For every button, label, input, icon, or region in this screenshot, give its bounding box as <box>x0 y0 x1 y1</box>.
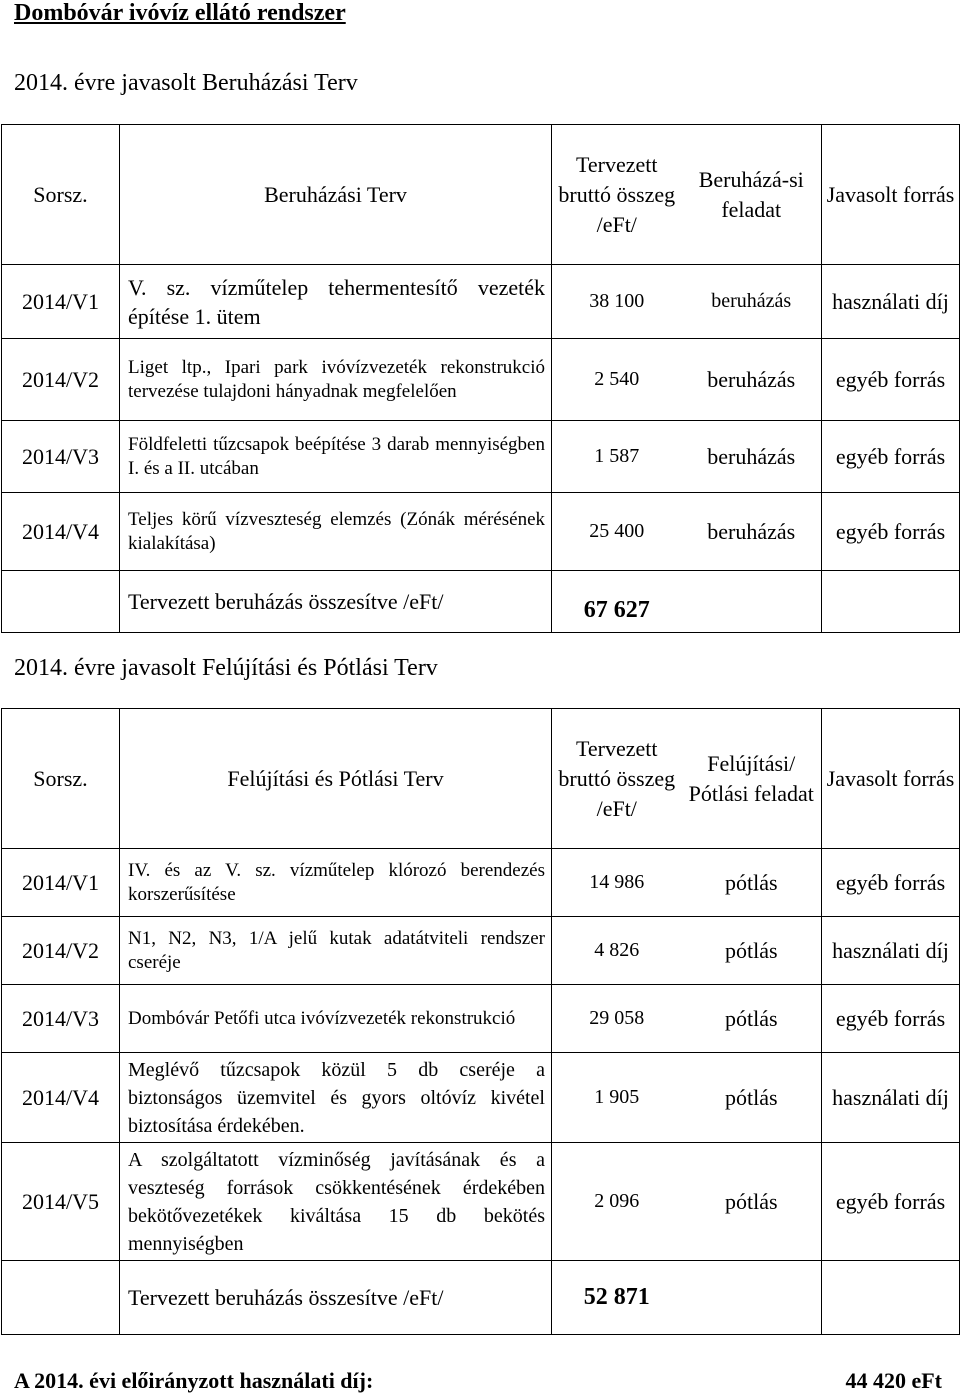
row-source: használati díj <box>822 917 960 985</box>
header-sorsz: Sorsz. <box>2 125 120 265</box>
footer-value: 44 420 eFt <box>845 1368 942 1393</box>
row-source: egyéb forrás <box>822 339 960 421</box>
row-id: 2014/V5 <box>2 1143 120 1261</box>
row-source: használati díj <box>822 1053 960 1143</box>
renewal-table <box>1 708 960 1335</box>
investment-table <box>1 124 960 633</box>
row-desc: Földfeletti tűzcsapok beépítése 3 darab mennyiségben I. és a II. utcában <box>120 421 552 493</box>
total-label: Tervezett beruházás összesítve /eFt/ <box>120 571 552 633</box>
row-desc: A szolgáltatott vízminőség javításának és a veszteség források csökkentésének érdekében bekötővezetékek kiváltása 15 db bekötés mennyiségben <box>120 1143 552 1261</box>
row-source: egyéb forrás <box>822 1143 960 1261</box>
row-amount: 14 986 <box>552 849 682 917</box>
row-id: 2014/V3 <box>2 421 120 493</box>
row-desc: N1, N2, N3, 1/A jelű kutak adatátviteli rendszer cseréje <box>120 917 552 985</box>
row-amount: 25 400 <box>552 493 682 571</box>
row-amount: 2 096 <box>552 1143 682 1261</box>
table-row <box>2 1143 960 1261</box>
document-title: Dombóvár ivóvíz ellátó rendszer <box>14 0 346 26</box>
row-id: 2014/V1 <box>2 849 120 917</box>
row-task: pótlás <box>682 985 822 1053</box>
row-task: pótlás <box>682 1143 822 1261</box>
total-value: 52 871 <box>552 1261 682 1335</box>
row-desc: Teljes körű vízveszteség elemzés (Zónák mérésének kialakítása) <box>120 493 552 571</box>
row-amount: 1 905 <box>552 1053 682 1143</box>
row-task: pótlás <box>682 849 822 917</box>
row-task: beruházás <box>682 265 822 339</box>
header-task: Beruházá-si feladat <box>682 125 822 265</box>
header-source: Javasolt forrás <box>822 125 960 265</box>
row-source: egyéb forrás <box>822 985 960 1053</box>
table-row <box>2 339 960 421</box>
table-row <box>2 849 960 917</box>
section2-heading: 2014. évre javasolt Felújítási és Pótlási Terv <box>14 655 438 681</box>
row-id: 2014/V4 <box>2 1053 120 1143</box>
total-value: 67 627 <box>552 571 682 633</box>
row-source: egyéb forrás <box>822 493 960 571</box>
row-amount: 29 058 <box>552 985 682 1053</box>
footer-label: A 2014. évi előirányzott használati díj: <box>14 1368 374 1393</box>
row-source: használati díj <box>822 265 960 339</box>
header-sorsz: Sorsz. <box>2 709 120 849</box>
header-source: Javasolt forrás <box>822 709 960 849</box>
table-header-row <box>2 125 960 265</box>
row-desc: Liget ltp., Ipari park ivóvízvezeték rekonstrukció tervezése tulajdoni hányadnak megfelelően <box>120 339 552 421</box>
row-amount: 1 587 <box>552 421 682 493</box>
row-desc: Meglévő tűzcsapok közül 5 db cseréje a biztonságos üzemvitel és gyors oltóvíz kivétel biztosítása érdekében. <box>120 1053 552 1143</box>
row-id: 2014/V2 <box>2 339 120 421</box>
table-row <box>2 985 960 1053</box>
row-id: 2014/V2 <box>2 917 120 985</box>
row-amount: 2 540 <box>552 339 682 421</box>
row-task: pótlás <box>682 917 822 985</box>
table-row <box>2 917 960 985</box>
row-task: beruházás <box>682 339 822 421</box>
row-task: beruházás <box>682 493 822 571</box>
row-id: 2014/V4 <box>2 493 120 571</box>
row-source: egyéb forrás <box>822 849 960 917</box>
total-row <box>2 571 960 633</box>
table-row <box>2 421 960 493</box>
header-amount: Tervezett bruttó összeg /eFt/ <box>552 125 682 265</box>
row-desc: Dombóvár Petőfi utca ivóvízvezeték rekonstrukció <box>120 985 552 1053</box>
row-desc: V. sz. vízműtelep tehermentesítő vezeték építése 1. ütem <box>120 265 552 339</box>
row-task: pótlás <box>682 1053 822 1143</box>
total-label: Tervezett beruházás összesítve /eFt/ <box>120 1261 552 1335</box>
total-row <box>2 1261 960 1335</box>
table-header-row <box>2 709 960 849</box>
header-task: Felújítási/ Pótlási feladat <box>682 709 822 849</box>
table-row <box>2 1053 960 1143</box>
header-plan: Felújítási és Pótlási Terv <box>120 709 552 849</box>
table-row <box>2 493 960 571</box>
row-amount: 38 100 <box>552 265 682 339</box>
table-row <box>2 265 960 339</box>
row-id: 2014/V1 <box>2 265 120 339</box>
header-plan: Beruházási Terv <box>120 125 552 265</box>
row-task: beruházás <box>682 421 822 493</box>
row-source: egyéb forrás <box>822 421 960 493</box>
row-id: 2014/V3 <box>2 985 120 1053</box>
row-amount: 4 826 <box>552 917 682 985</box>
row-desc: IV. és az V. sz. vízműtelep klórozó berendezés korszerűsítése <box>120 849 552 917</box>
header-amount: Tervezett bruttó összeg /eFt/ <box>552 709 682 849</box>
section1-heading: 2014. évre javasolt Beruházási Terv <box>14 70 358 96</box>
